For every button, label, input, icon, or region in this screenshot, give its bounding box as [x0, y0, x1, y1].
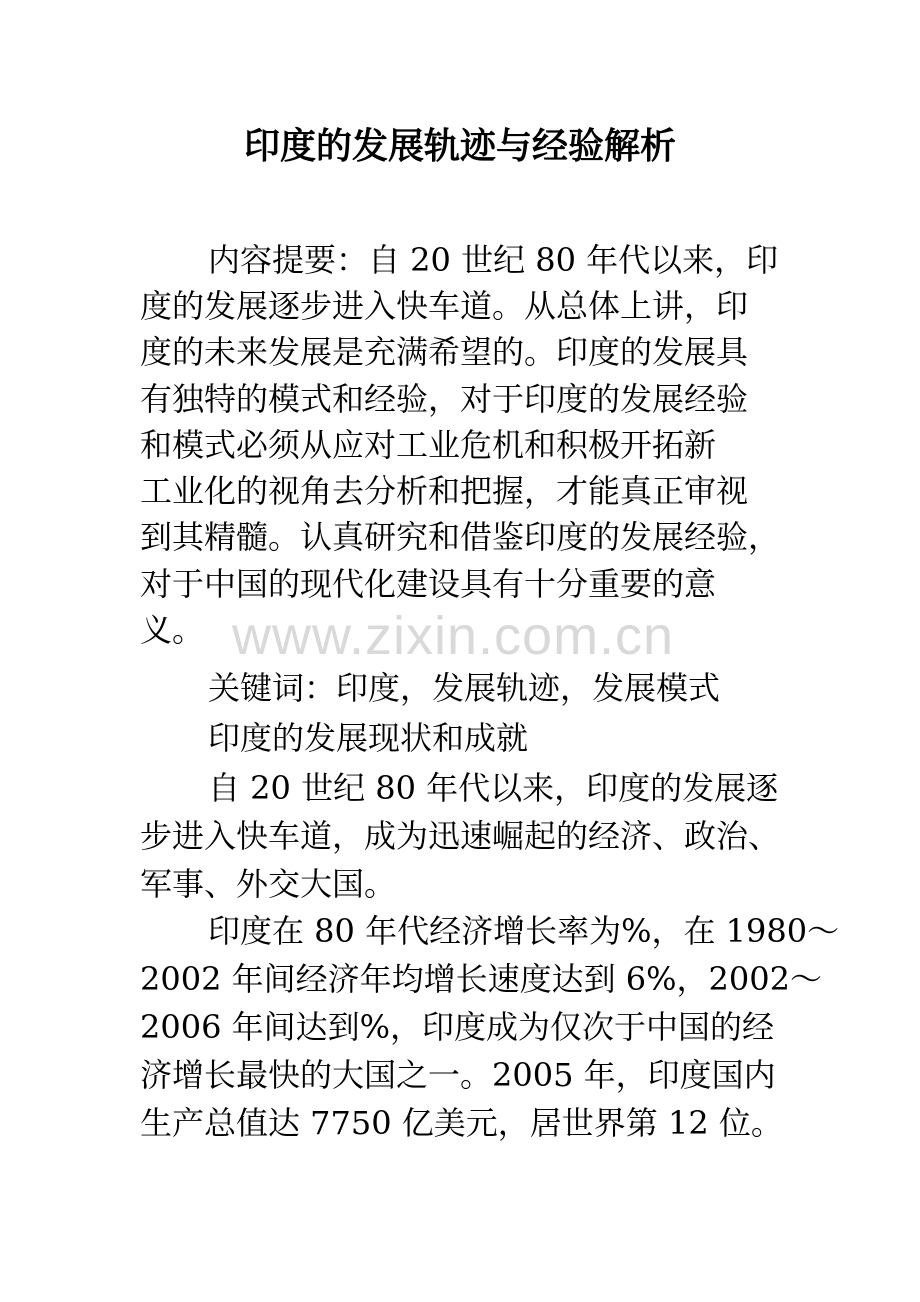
document-title: 印度的发展轨迹与经验解析 [243, 126, 676, 167]
abstract-line: 和模式必须从应对工业危机和积极开拓新 [140, 426, 717, 464]
paragraph-line: 印度在 80 年代经济增长率为%，在 1980～ [208, 912, 840, 950]
abstract-line: 有独特的模式和经验，对于印度的发展经验 [140, 380, 749, 418]
paragraph-line: 自 20 世纪 80 年代以来，印度的发展逐 [208, 769, 779, 807]
paragraph-line: 步进入快车道，成为迅速崛起的经济、政治、 [140, 817, 781, 855]
paragraph-line: 2006 年间达到%，印度成为仅次于中国的经 [140, 1008, 775, 1046]
keywords: 关键词：印度，发展轨迹，发展模式 [208, 669, 721, 707]
paragraph-line: 2002 年间经济年均增长速度达到 6%，2002～ [140, 960, 822, 998]
section-heading: 印度的发展现状和成就 [208, 719, 529, 757]
abstract-line: 度的未来发展是充满希望的。印度的发展具 [140, 333, 749, 371]
watermark-text: www.zixin.com.cn [232, 606, 675, 666]
abstract-line: 度的发展逐步进入快车道。从总体上讲，印 [140, 287, 749, 325]
abstract-line: 义。 [140, 611, 205, 649]
abstract-line: 对于中国的现代化建设具有十分重要的意 [140, 565, 717, 603]
abstract-line: 工业化的视角去分析和把握，才能真正审视 [140, 472, 749, 510]
abstract-line: 内容提要：自 20 世纪 80 年代以来，印 [208, 241, 779, 279]
paragraph-line: 生产总值达 7750 亿美元，居世界第 12 位。 [140, 1104, 783, 1142]
paragraph-line: 济增长最快的大国之一。2005 年，印度国内 [140, 1056, 776, 1094]
paragraph-line: 军事、外交大国。 [140, 865, 397, 903]
abstract-line: 到其精髓。认真研究和借鉴印度的发展经验， [140, 518, 781, 556]
